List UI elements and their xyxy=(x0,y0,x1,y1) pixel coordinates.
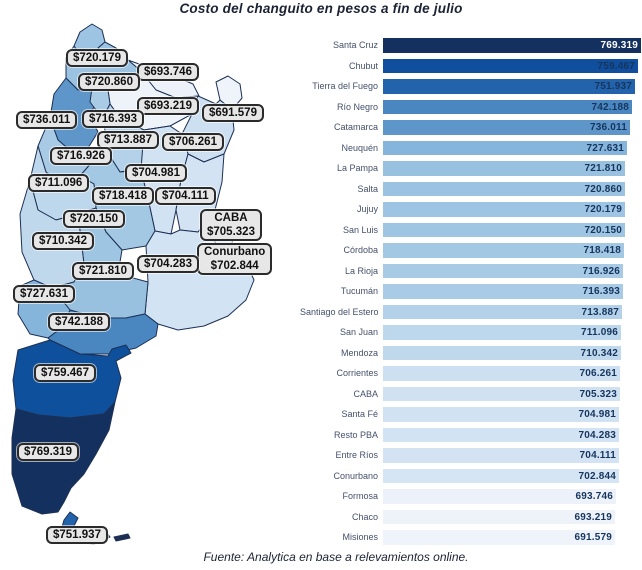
bar-row xyxy=(300,38,642,53)
bar-label: Catamarca xyxy=(333,122,378,132)
bar-value: 718.418 xyxy=(583,245,621,256)
map-callout-text: $702.844 xyxy=(210,260,259,272)
map-callout-text: $704.111 xyxy=(162,190,209,202)
bar-label: Mendoza xyxy=(340,347,378,358)
map-callout-text: $736.011 xyxy=(23,114,71,126)
bar-value: 751.937 xyxy=(594,81,632,92)
bar-row xyxy=(300,243,642,258)
bar-value: 720.860 xyxy=(584,183,622,195)
bar-value: 711.096 xyxy=(581,327,618,338)
bar xyxy=(383,38,641,53)
bar xyxy=(383,448,619,463)
bar-row xyxy=(300,489,642,504)
map-callout-conurbano xyxy=(197,243,272,275)
map-callout-text: Conurbano xyxy=(204,246,266,258)
bar-label: Río Negro xyxy=(336,101,378,112)
bar-value: 691.579 xyxy=(574,532,612,543)
bar-label: Neuquén xyxy=(341,142,378,153)
bar-row xyxy=(300,79,642,94)
map-callout-santacruz xyxy=(17,443,79,461)
map-callout-text: $710.342 xyxy=(39,235,87,247)
map-callout-sanjuan xyxy=(28,174,89,192)
map-callout-rionegro xyxy=(48,313,110,331)
bar-label: Misiones xyxy=(342,532,378,542)
map-callout-jujuy xyxy=(66,49,128,67)
bar-row xyxy=(300,530,642,545)
map-callout-text: $691.579 xyxy=(209,107,257,119)
map-callout-neuquen xyxy=(13,285,75,303)
bar-label: La Pampa xyxy=(336,163,378,173)
bar xyxy=(383,469,619,484)
map-callout-text: $704.981 xyxy=(132,167,180,179)
bar-value: 769.319 xyxy=(600,40,638,51)
bar-row xyxy=(300,469,642,484)
bar-label: Santa Cruz xyxy=(332,40,378,50)
bar-value: 716.393 xyxy=(582,286,620,297)
bar-row xyxy=(300,510,642,525)
bar-label: Córdoba xyxy=(343,245,378,255)
map-callout-text: $716.393 xyxy=(89,113,137,125)
bar-value: 736.011 xyxy=(590,122,627,133)
bar-row xyxy=(300,428,642,443)
bar-value: 720.179 xyxy=(584,204,622,215)
bar-row xyxy=(300,100,642,115)
bar-value: 713.887 xyxy=(581,306,619,318)
map-callout-cordoba xyxy=(92,187,154,205)
bar xyxy=(383,120,630,135)
bar xyxy=(383,305,622,320)
map-callout-text: $742.188 xyxy=(55,316,103,328)
bar-value: 693.746 xyxy=(575,491,613,502)
bar-label: Chubut xyxy=(348,60,378,71)
bar-label: Chaco xyxy=(351,511,378,522)
bar xyxy=(383,100,632,115)
bar-label: San Luis xyxy=(342,224,378,235)
bar-label: Santiago del Estero xyxy=(300,306,379,317)
bar-row xyxy=(300,448,642,463)
map-callout-text: $759.467 xyxy=(41,367,89,379)
bar xyxy=(383,202,625,217)
map-callout-text: $720.860 xyxy=(85,76,133,88)
map-callout-caba xyxy=(200,209,262,241)
bar xyxy=(383,407,619,422)
bar xyxy=(383,489,616,504)
bar xyxy=(383,284,623,299)
bar-row xyxy=(300,182,642,197)
bar-value: 721.810 xyxy=(584,163,622,174)
bar-label: Conurbano xyxy=(333,470,378,481)
bar xyxy=(383,510,615,525)
bar-label: Jujuy xyxy=(356,204,378,214)
bar-value: 704.111 xyxy=(579,450,616,461)
bar xyxy=(383,346,621,361)
bar-value: 705.323 xyxy=(579,388,617,400)
bar-row xyxy=(300,284,642,299)
map-callout-tucuman xyxy=(82,110,144,128)
bar-row xyxy=(300,366,642,381)
map-callout-salta xyxy=(78,73,140,91)
bar xyxy=(383,264,623,279)
bar-chart xyxy=(300,38,642,550)
bar xyxy=(383,428,619,443)
bar-label: Tierra del Fuego xyxy=(312,81,378,91)
bar-label: Tucumán xyxy=(340,286,378,296)
map-callout-text: $721.810 xyxy=(79,265,127,277)
bar xyxy=(383,59,638,74)
bar-label: Salta xyxy=(357,183,378,194)
map-callout-entrerios xyxy=(155,187,216,205)
bar xyxy=(383,243,624,258)
bar-value: 704.981 xyxy=(578,409,616,420)
map-callout-text: $713.887 xyxy=(104,134,152,146)
map-callout-text: $704.283 xyxy=(144,258,192,270)
bar-value: 759.467 xyxy=(597,60,635,72)
map-callout-formosa xyxy=(137,63,199,81)
map-callout-larioja xyxy=(50,147,112,165)
bar-row xyxy=(300,161,642,176)
bar-label: Formosa xyxy=(342,491,378,501)
bar xyxy=(383,387,620,402)
map-callout-corrientes xyxy=(162,133,224,151)
region-isla xyxy=(114,534,130,541)
bar-value: 727.631 xyxy=(586,142,624,154)
source-note: Fuente: Analytica en base a relevamientos online. xyxy=(203,550,469,564)
bar-value: 693.219 xyxy=(574,511,612,523)
bar-label: Corrientes xyxy=(336,368,378,378)
argentina-map-container xyxy=(8,18,283,558)
bar-value: 706.261 xyxy=(579,368,617,379)
map-callout-tdf xyxy=(46,526,108,544)
map-callout-catamarca xyxy=(16,111,77,129)
map-callout-misiones xyxy=(202,104,264,122)
bar-row xyxy=(300,264,642,279)
map-callout-chaco xyxy=(137,97,199,115)
map-callout-santafe xyxy=(125,164,187,182)
bar-row xyxy=(300,325,642,340)
bar-label: La Rioja xyxy=(344,265,378,276)
map-callout-text: $711.096 xyxy=(35,177,83,189)
bar-value: 720.150 xyxy=(584,224,622,236)
map-callout-text: $720.179 xyxy=(73,52,121,64)
bar-label: Resto PBA xyxy=(333,429,378,440)
bar-row xyxy=(300,407,642,422)
bar-value: 716.926 xyxy=(582,265,620,277)
map-callout-chubut xyxy=(34,364,96,382)
bar xyxy=(383,182,625,197)
bar-label: San Juan xyxy=(339,327,378,337)
bar-value: 702.844 xyxy=(578,470,616,482)
bar-value: 710.342 xyxy=(580,347,618,359)
bar-label: CABA xyxy=(353,388,378,399)
bar-value: 704.283 xyxy=(578,429,616,441)
map-callout-restopba xyxy=(137,255,199,273)
map-callout-text: $720.150 xyxy=(70,213,118,225)
chart-title: Costo del changuito en pesos a fin de julio xyxy=(179,1,463,16)
bar-value: 742.188 xyxy=(591,101,629,113)
map-callout-text: $706.261 xyxy=(169,136,217,148)
bar xyxy=(383,161,625,176)
map-callout-sanluis xyxy=(63,210,125,228)
bar-row xyxy=(300,141,642,156)
map-callout-text: $751.937 xyxy=(53,529,101,541)
bar xyxy=(383,141,627,156)
map-callout-text: $716.926 xyxy=(57,150,105,162)
bar-row xyxy=(300,387,642,402)
bar xyxy=(383,530,615,545)
bar-label: Santa Fé xyxy=(341,409,378,419)
map-callout-text: CABA xyxy=(214,212,248,224)
bar xyxy=(383,223,625,238)
map-callout-text: $727.631 xyxy=(20,288,68,300)
bar-row xyxy=(300,120,642,135)
map-callout-text: $769.319 xyxy=(24,446,72,458)
map-callout-mendoza xyxy=(32,232,94,250)
bar xyxy=(383,325,621,340)
map-callout-text: $693.746 xyxy=(144,66,192,78)
bar-row xyxy=(300,346,642,361)
map-callout-lapampa xyxy=(72,262,134,280)
bar xyxy=(383,79,635,94)
bar-row xyxy=(300,202,642,217)
bar xyxy=(383,366,620,381)
bar-row xyxy=(300,305,642,320)
bar-row xyxy=(300,223,642,238)
map-callout-text: $705.323 xyxy=(207,226,255,238)
bar-label: Entre Ríos xyxy=(335,450,378,460)
map-callout-text: $693.219 xyxy=(144,100,192,112)
map-callout-text: $718.418 xyxy=(99,190,147,202)
bar-row xyxy=(300,59,642,74)
